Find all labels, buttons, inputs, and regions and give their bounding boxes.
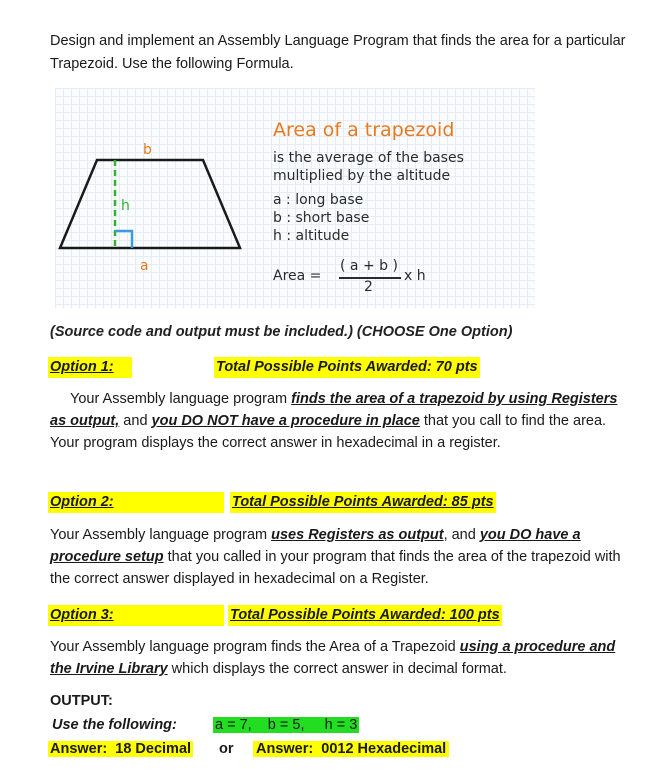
label-h: h <box>121 198 130 214</box>
option-1-text: Your Assembly language program finds the area of a trapezoid by using Registers as output, and you DO NOT have a procedure in place that you call to find the area. Your program displays the correct answer in hexadecimal in a register. <box>50 391 618 451</box>
formula-rhs: x h <box>404 268 426 284</box>
option-2-text: Your Assembly language program uses Registers as output, and you DO have a procedure setup that you called in your program that finds the area of the trapezoid with the correct answer displayed in hexadecimal on a Register. <box>50 527 621 587</box>
answer-decimal: Answer: 18 Decimal <box>50 741 192 757</box>
definition-h: h : altitude <box>273 228 350 244</box>
figure-title: Area of a trapezoid <box>273 119 455 141</box>
source-note: (Source code and output must be included.) (CHOOSE One Option) <box>50 324 513 340</box>
formula-denominator: 2 <box>364 279 373 295</box>
intro-paragraph: Design and implement an Assembly Language Program that finds the area for a particular Trapezoid. Use the following Formula. <box>50 33 626 72</box>
trapezoid-diagram <box>55 88 255 288</box>
label-b: b <box>143 142 152 158</box>
right-angle-marker <box>115 231 132 248</box>
output-title: OUTPUT: <box>50 693 113 709</box>
figure-line-2: multiplied by the altitude <box>273 168 451 184</box>
definition-a: a : long base <box>273 192 364 208</box>
or-text: or <box>219 741 234 757</box>
option-1-label: Option 1: <box>48 357 132 378</box>
option-3-points: Total Possible Points Awarded: 100 pts <box>228 605 502 626</box>
given-values: a = 7, b = 5, h = 3 <box>215 717 358 733</box>
label-a: a <box>140 258 149 274</box>
formula-lhs: Area = <box>273 268 322 284</box>
option-2-points: Total Possible Points Awarded: 85 pts <box>230 492 496 513</box>
option-3-text: Your Assembly language program finds the Area of a Trapezoid using a procedure and the Irvine Library which displays the correct answer in decimal format. <box>50 639 616 677</box>
definition-b: b : short base <box>273 210 370 226</box>
option-2-label: Option 2: <box>48 492 224 513</box>
answer-hex: Answer: 0012 Hexadecimal <box>253 741 449 757</box>
option-3-label: Option 3: <box>48 605 224 626</box>
figure-line-1: is the average of the bases <box>273 150 464 166</box>
trapezoid-figure <box>55 88 535 308</box>
formula-numerator: ( a + b ) <box>340 258 398 274</box>
option-1-points: Total Possible Points Awarded: 70 pts <box>214 357 480 378</box>
use-following-label: Use the following: <box>52 717 177 733</box>
trapezoid-shape <box>60 160 240 248</box>
